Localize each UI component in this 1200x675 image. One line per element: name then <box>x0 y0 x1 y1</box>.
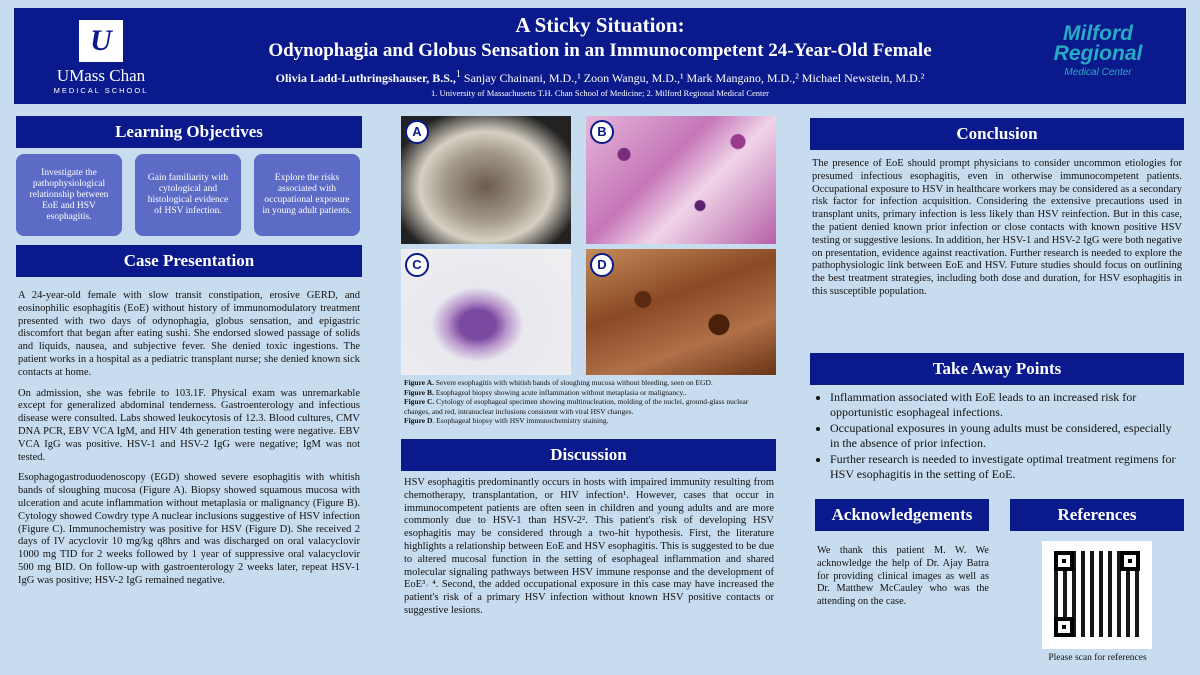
caption-c <box>404 397 774 416</box>
left-logo-sub: MEDICAL SCHOOL <box>53 86 149 95</box>
figure-a-label: A <box>405 120 429 144</box>
discussion-text: HSV esophagitis predominantly occurs in hosts with impaired immunity resulting from chemotherapy, transplantation, or HIV infection¹. However, cases that occur in immunocompetent patients are often seen in children and young adults and are more commonly due to HSV-1 than HSV-2². This patient's risk of developing HSV esophagitis may be considered through a two-hit hypothesis. First, the literature highlights a relationship between EoE and HSV esophagitis. This is suggested to be due to altered mucosal function in the setting of esophageal inflammation and shared molecular signaling pathways between HSV immune response and the development of EoE³˒ ⁴. Second, the added occupational exposure in this case may have increased the patient's risk of a primary HSV infection without known HSV positive contacts or suggestive lesions. <box>404 477 774 616</box>
caption-c-text: Cytology of esophageal specimen showing multinucleation, molding of the nuclei, ground-glass nuclear changes, and red, intranuclear inclusions consistent with viral HSV changes. <box>404 397 749 416</box>
qr-finder-bottom-left <box>1054 617 1074 637</box>
acknowledgements-text: We thank this patient M. W. We acknowledge the help of Dr. Ajay Batra for providing clinical images as well as Dr. Matthew McCauley who was the attending on the case. <box>817 545 989 608</box>
case-presentation-heading: Case Presentation <box>16 245 362 277</box>
figure-c-cytology-image <box>401 249 571 375</box>
case-paragraph-2: On admission, she was febrile to 103.1F. Physical exam was unremarkable except for generalized abdominal tenderness. Gastroenterology and infectious disease were consulted. Labs showed leukocytosis of 12.3. Blood cultures, CMV DNA PCR, EBV VCA IgM, and HIV 4th generation testing were negative. EBV VCA IgG was positive. HSV-1 and HSV-2 IgG were negative; IgM was not tested. <box>18 387 360 463</box>
learning-objectives-heading: Learning Objectives <box>16 116 362 148</box>
objective-2: Gain familiarity with cytological and histological evidence of HSV infection. <box>135 154 241 236</box>
objective-3: Explore the risks associated with occupational exposure in young adult patients. <box>254 154 360 236</box>
caption-b-text: Esophageal biopsy showing acute inflammation without metaplasia or malignancy.. <box>433 387 687 397</box>
author-list <box>184 66 1016 87</box>
caption-a-text: Severe esophagitis with whitish bands of sloughing mucosa without bleeding, seen on EGD. <box>433 378 713 387</box>
umass-chan-logo <box>46 20 156 95</box>
take-away-item-3: • Further research is needed to investigate optimal treatment regimens for HSV esophagitis in the setting of EoE. <box>830 452 1182 482</box>
discussion-heading: Discussion <box>401 439 776 471</box>
caption-d-label: Figure D <box>404 416 433 426</box>
figure-captions <box>404 378 774 426</box>
case-presentation-text <box>18 290 360 596</box>
references-heading: References <box>1010 499 1184 531</box>
umass-chan-logo-mark: U <box>79 20 123 62</box>
affiliations: 1. University of Massachusetts T.H. Chan School of Medicine; 2. Milford Regional Medical Center <box>431 88 769 98</box>
references-qr-code[interactable] <box>1042 541 1152 649</box>
take-away-item-2: • Occupational exposures in young adults must be considered, especially in the absence of prior infection. <box>830 421 1182 451</box>
other-authors: Sanjay Chainani, M.D.,¹ Zoon Wangu, M.D.,¹ Mark Mangano, M.D.,² Michael Newstein, M.D.² <box>463 71 925 85</box>
figure-c-label: C <box>405 253 429 277</box>
right-logo-line2: Regional <box>1053 42 1143 65</box>
right-logo-line1: Milford <box>1063 22 1133 45</box>
milford-regional-logo <box>1050 24 1146 78</box>
left-logo-name: UMass Chan <box>56 66 146 85</box>
case-paragraph-3: Esophagogastroduodenoscopy (EGD) showed severe esophagitis with whitish bands of sloughing mucosa (Figure A). Biopsy showed squamous mucosa with ulceration and acute inflammation without metaplasia or malignancy (Figure B). Cytology showed Cowdry type A nuclear inclusions suggestive of HSV infection (Figure C). Immunochemistry was positive for HSV (Figure D). She received 2 days of IV acyclovir 10 mg/kg q8hrs and was discharged on oral valacyclovir 1000 mg TID for 2 weeks followed by 1 year of suppressive oral valacyclovir 500 mg BID. On follow-up with gastroenterology 2 weeks later, repeat HSV-1 IgG was positive; HSV-2 IgG remained negative. <box>18 472 360 586</box>
figure-b-biopsy-image <box>586 116 776 244</box>
caption-a-label: Figure A. <box>404 378 434 387</box>
figure-d-immunostain-image <box>586 249 776 375</box>
acknowledgements-heading: Acknowledgements <box>815 499 989 531</box>
take-away-heading: Take Away Points <box>810 353 1184 385</box>
caption-d-text: . Esophageal biopsy with HSV immunochemistry staining. <box>432 416 609 426</box>
caption-d <box>404 416 774 426</box>
qr-finder-top-left <box>1054 551 1074 571</box>
case-paragraph-1: A 24-year-old female with slow transit constipation, erosive GERD, and eosinophilic esophagitis (EoE) without history of immunomodulatory treatment presented with two days of odynophagia, globus sensation, and epigastric discomfort that began after eating sushi. She endorsed slowed passage of solids and liquids, nausea, and subjective fever. She denied toxic ingestions. The patient works in a hospital as a pediatric transplant nurse; she denied known sick contacts at home. <box>18 290 360 378</box>
qr-finder-top-right <box>1120 551 1140 571</box>
title-block <box>184 12 1016 99</box>
caption-c-label: Figure C. <box>404 397 435 407</box>
caption-b <box>404 388 774 398</box>
figure-b-label: B <box>590 120 614 144</box>
figure-a-endoscopy-image <box>401 116 571 244</box>
conclusion-heading: Conclusion <box>810 118 1184 150</box>
objective-1: Investigate the pathophysiological relationship between EoE and HSV esophagitis. <box>16 154 122 236</box>
right-logo-line3: Medical Center <box>1064 67 1132 78</box>
figure-d-label: D <box>590 253 614 277</box>
take-away-list <box>812 390 1182 483</box>
lead-author: Olivia Ladd-Luthringshauser, B.S., <box>275 71 456 85</box>
qr-caption: Please scan for references <box>1048 653 1147 663</box>
caption-b-label: Figure B. <box>404 387 434 397</box>
conclusion-text: The presence of EoE should prompt physicians to consider uncommon etiologies for presumed infectious esophagitis, even in otherwise immunocompetent patients. Occupational exposure to HSV in healthcare workers may be considered as a secondary risk factor for infection acquisition. Considering the extensive precautions used in transplant units, primary infection is less likely than HSV reinfection. But in this case, the patient denied known prior infection or close contacts with known positive HSV testing or suggestive lesions. In addition, her HSV-1 and HSV-2 IgG were both negative on presentation, evidence against reactivation. Further research is needed to explore the pathophysiologic link between EoE and HSV. Future studies should focus on outlining the best treatment strategies, including both dose and duration, for HSV esophagitis in this susceptible population. <box>812 158 1182 297</box>
poster-header <box>14 8 1186 104</box>
poster-title-line1: A Sticky Situation: <box>515 13 685 37</box>
poster-title-line2: Odynophagia and Globus Sensation in an Immunocompetent 24-Year-Old Female <box>268 40 932 61</box>
take-away-item-1: • Inflammation associated with EoE leads to an increased risk for opportunistic esophageal infections. <box>830 390 1182 420</box>
lead-author-sup: 1 <box>455 69 461 80</box>
caption-a <box>404 378 774 388</box>
